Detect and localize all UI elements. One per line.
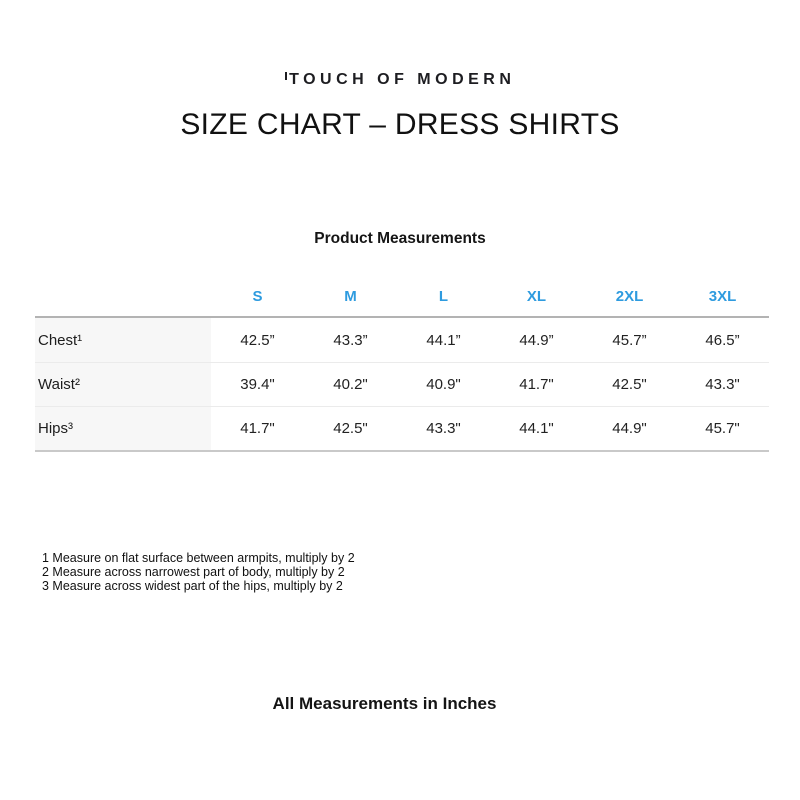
row-label-chest: Chest¹: [35, 318, 211, 362]
measurement-cell: 45.7”: [612, 331, 647, 349]
size-table: [35, 272, 769, 452]
measurement-cell: 42.5”: [240, 331, 275, 349]
brand-name: TOUCH OF MODERN: [289, 71, 516, 88]
measurement-cell: 40.2": [333, 376, 368, 393]
footnote-1: 1 Measure on flat surface between armpits, multiply by 2: [42, 551, 355, 565]
measurement-cell: 41.7": [240, 420, 275, 437]
measurement-cell: 43.3”: [333, 331, 368, 349]
table-row-hips: [35, 406, 769, 450]
size-column-header-3xl: 3XL: [708, 288, 737, 305]
measurement-cell: 44.9": [612, 420, 647, 437]
size-column-header-s: S: [252, 288, 263, 305]
measurement-cell: 45.7": [705, 420, 740, 437]
measurement-cell: 42.5": [333, 420, 368, 437]
measurement-cell: 39.4": [240, 376, 275, 393]
measurement-cell: 42.5": [612, 376, 647, 393]
table-title: Product Measurements: [314, 230, 486, 247]
row-label-waist: Waist²: [35, 363, 211, 406]
footnote-2: 2 Measure across narrowest part of body, multiply by 2: [42, 565, 345, 579]
measurement-footnotes: [42, 551, 800, 593]
row-label-hips: Hips³: [35, 407, 211, 450]
units-note: All Measurements in Inches: [272, 694, 497, 713]
measurement-cell: 40.9": [426, 376, 461, 393]
size-table-body: [35, 316, 769, 452]
brand-logo-tick-icon: [285, 72, 288, 80]
measurement-cell: 44.1": [519, 420, 554, 437]
measurement-cell: 46.5”: [705, 331, 740, 349]
size-column-header-xl: XL: [526, 288, 547, 305]
brand-logo: [285, 70, 516, 90]
size-column-header-2xl: 2XL: [615, 288, 644, 305]
size-column-header-l: L: [438, 288, 449, 305]
measurement-cell: 43.3": [705, 376, 740, 393]
measurement-cell: 41.7": [519, 376, 554, 393]
measurement-cell: 44.1”: [426, 331, 461, 349]
measurement-cell: 43.3": [426, 420, 461, 437]
size-column-header-m: M: [344, 288, 357, 305]
page-header: [0, 0, 800, 144]
size-table-header-row: [35, 272, 769, 316]
table-row-chest: [35, 318, 769, 362]
measurement-cell: 44.9”: [519, 331, 554, 349]
table-row-waist: [35, 362, 769, 406]
page-title: SIZE CHART – DRESS SHIRTS: [180, 108, 620, 141]
footnote-3: 3 Measure across widest part of the hips, multiply by 2: [42, 579, 343, 593]
